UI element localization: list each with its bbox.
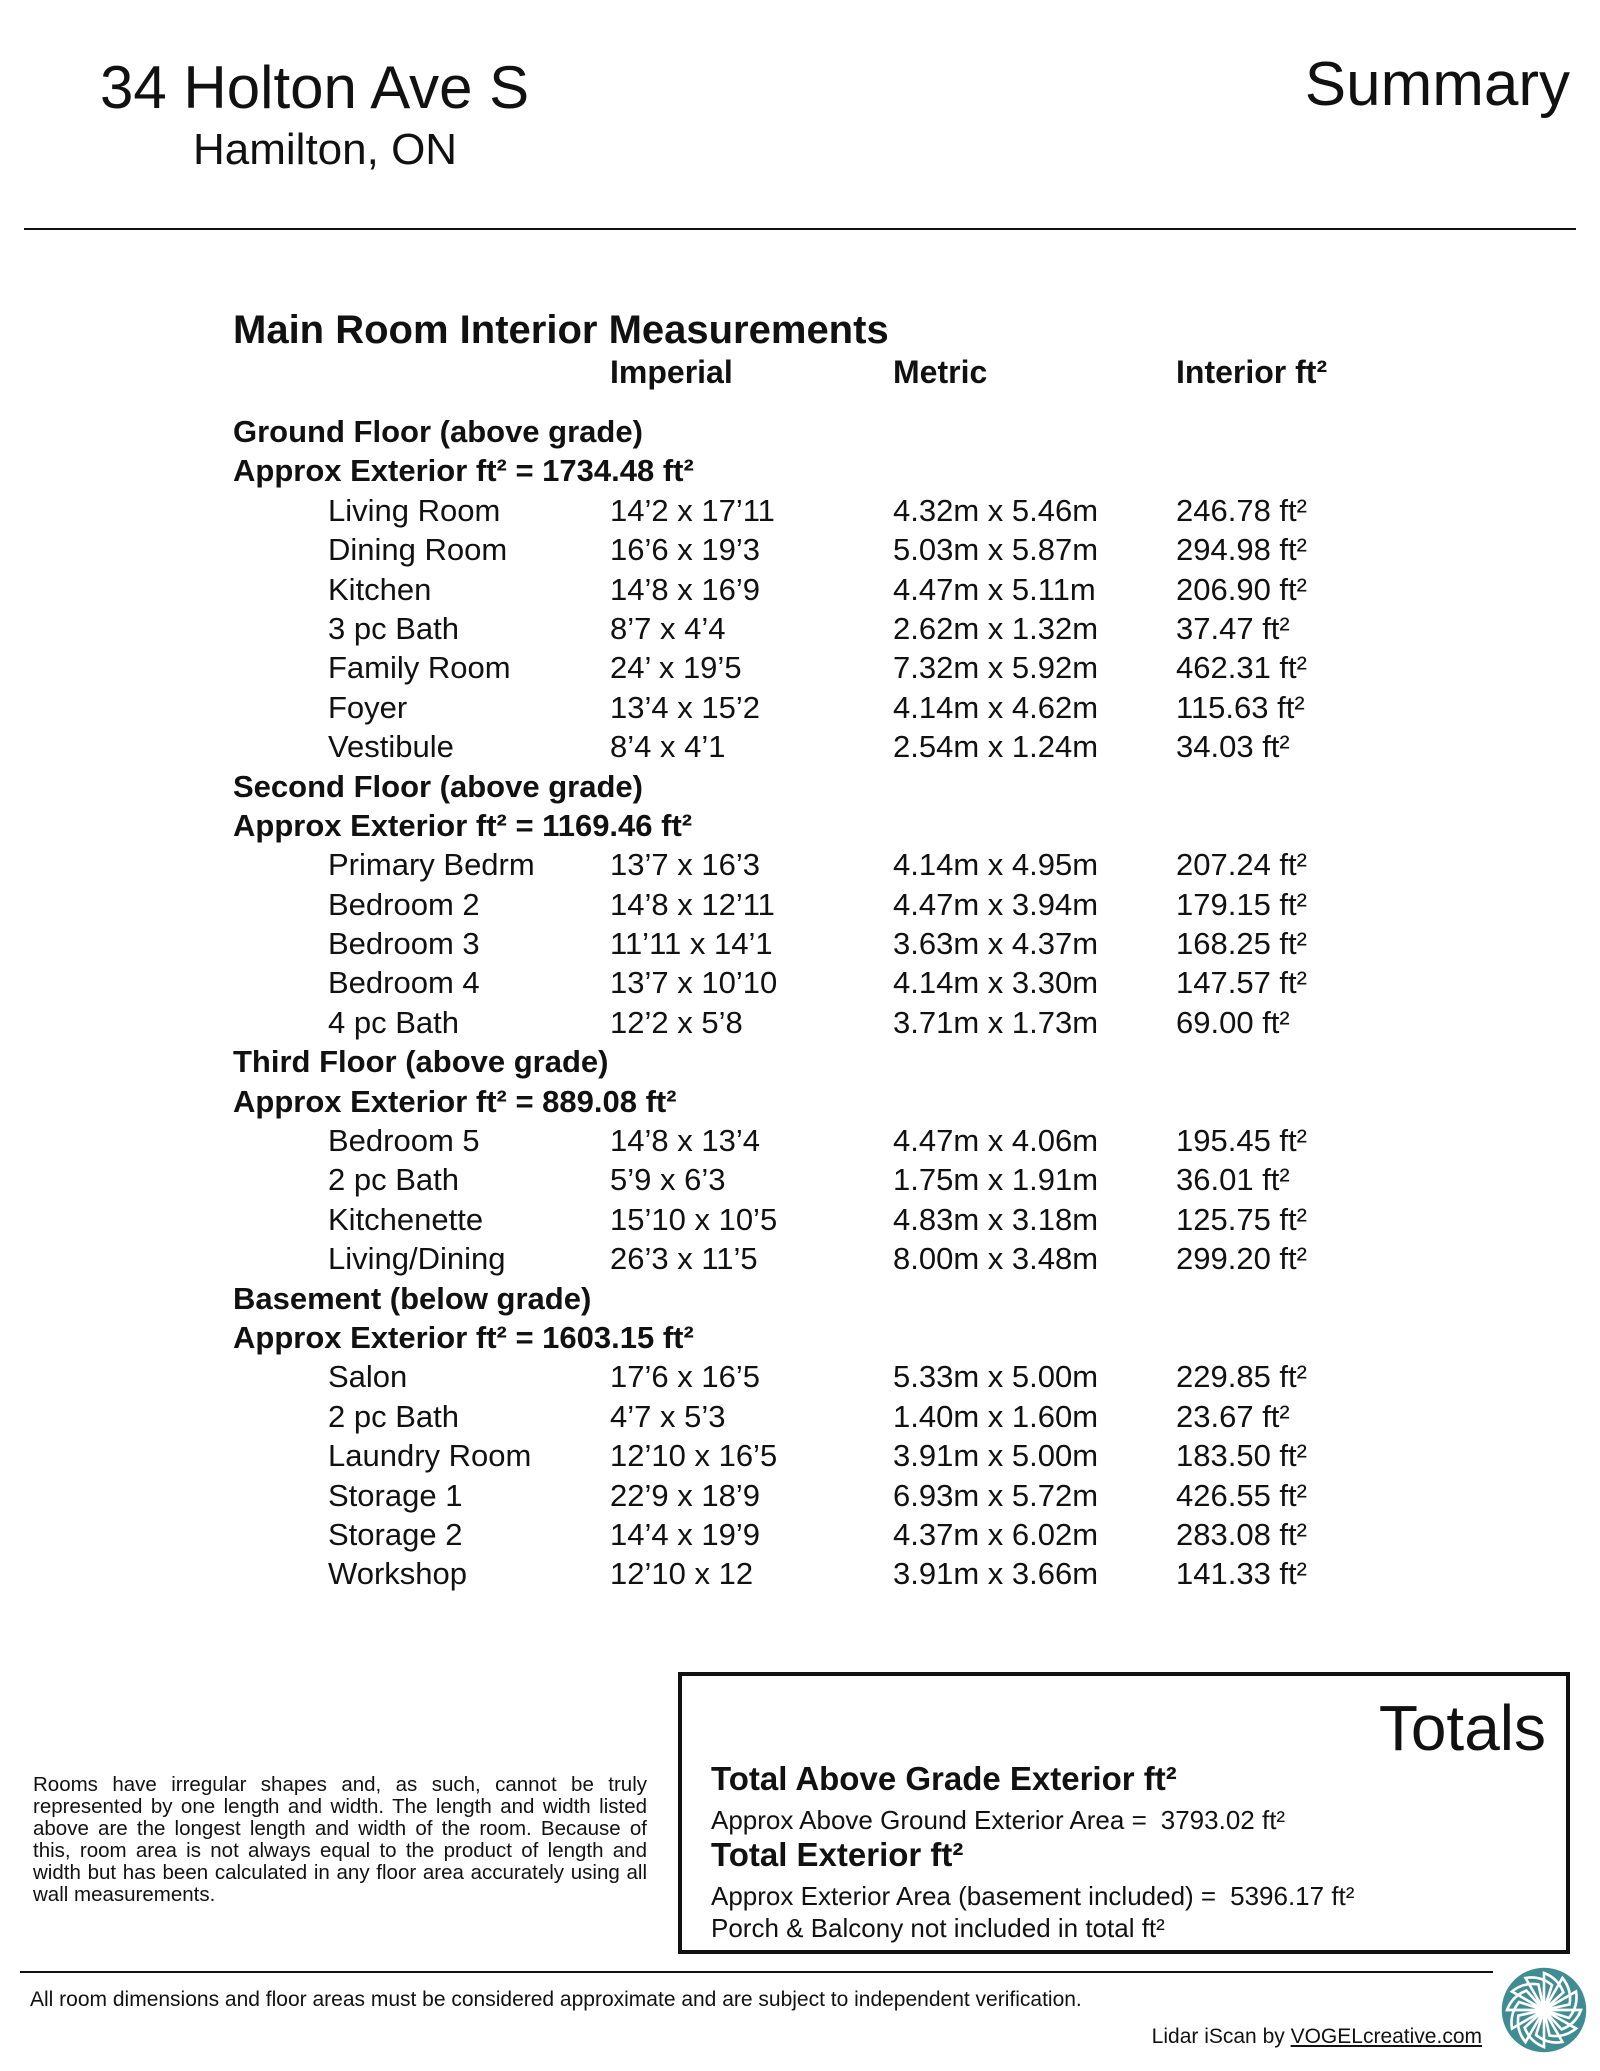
room-metric: 4.14m x 4.62m bbox=[893, 689, 1099, 725]
floor-heading: Basement (below grade) bbox=[233, 1280, 592, 1316]
room-name: Living/Dining bbox=[328, 1241, 506, 1277]
room-imperial: 12’10 x 12 bbox=[610, 1556, 754, 1592]
floor-heading: Third Floor (above grade) bbox=[233, 1044, 609, 1080]
vogel-creative-link[interactable]: VOGELcreative.com bbox=[1290, 2025, 1482, 2048]
total-exterior-value: 5396.17 ft² bbox=[1230, 1881, 1355, 1911]
room-name: Bedroom 2 bbox=[328, 886, 480, 922]
total-exterior-title: Total Exterior ft² bbox=[711, 1836, 964, 1873]
room-name: Foyer bbox=[328, 689, 408, 725]
table-row bbox=[0, 845, 1600, 884]
table-row bbox=[0, 1121, 1600, 1160]
porch-note: Porch & Balcony not included in total ft² bbox=[711, 1913, 1165, 1943]
table-row bbox=[0, 1200, 1600, 1239]
room-metric: 1.40m x 1.60m bbox=[893, 1398, 1099, 1434]
table-row bbox=[0, 1003, 1600, 1042]
room-metric: 5.33m x 5.00m bbox=[893, 1359, 1099, 1395]
room-imperial: 14’2 x 17’11 bbox=[610, 492, 775, 528]
table-row bbox=[0, 963, 1600, 1002]
room-metric: 4.14m x 3.30m bbox=[893, 965, 1099, 1001]
footer-divider bbox=[20, 1971, 1493, 1973]
room-area: 69.00 ft² bbox=[1176, 1004, 1290, 1040]
room-imperial: 5’9 x 6’3 bbox=[610, 1162, 726, 1198]
total-exterior-row bbox=[711, 1880, 1354, 1912]
room-area: 206.90 ft² bbox=[1176, 571, 1307, 607]
floor-exterior-area: Approx Exterior ft² = 1603.15 ft² bbox=[233, 1319, 694, 1355]
table-row bbox=[0, 1397, 1600, 1436]
room-metric: 3.91m x 3.66m bbox=[893, 1556, 1099, 1592]
room-area: 246.78 ft² bbox=[1176, 492, 1307, 528]
room-area: 294.98 ft² bbox=[1176, 532, 1307, 568]
table-row bbox=[0, 1476, 1600, 1515]
room-area: 207.24 ft² bbox=[1176, 847, 1307, 883]
room-metric: 7.32m x 5.92m bbox=[893, 650, 1099, 686]
address-line-2: Hamilton, ON bbox=[193, 125, 458, 174]
room-metric: 6.93m x 5.72m bbox=[893, 1477, 1099, 1513]
room-imperial: 4’7 x 5’3 bbox=[610, 1398, 726, 1434]
room-metric: 4.47m x 4.06m bbox=[893, 1123, 1099, 1159]
room-metric: 2.54m x 1.24m bbox=[893, 729, 1099, 765]
room-name: 2 pc Bath bbox=[328, 1398, 459, 1434]
table-row bbox=[0, 1436, 1600, 1475]
floor-heading: Ground Floor (above grade) bbox=[233, 414, 643, 449]
room-area: 426.55 ft² bbox=[1176, 1477, 1307, 1513]
footer-note: All room dimensions and floor areas must be considered approximate and are subject to independent verification. bbox=[30, 1988, 1082, 2011]
room-metric: 8.00m x 3.48m bbox=[893, 1241, 1099, 1277]
vogel-logo-icon bbox=[1500, 1966, 1588, 2054]
floor-exterior-area: Approx Exterior ft² = 1169.46 ft² bbox=[233, 807, 693, 843]
room-metric: 4.83m x 3.18m bbox=[893, 1201, 1099, 1237]
room-name: Laundry Room bbox=[328, 1438, 532, 1474]
room-area: 229.85 ft² bbox=[1176, 1359, 1307, 1395]
room-imperial: 22’9 x 18’9 bbox=[610, 1477, 760, 1513]
room-metric: 2.62m x 1.32m bbox=[893, 610, 1099, 646]
room-imperial: 24’ x 19’5 bbox=[610, 650, 742, 686]
room-metric: 4.32m x 5.46m bbox=[893, 492, 1099, 528]
column-header-metric: Metric bbox=[893, 354, 988, 390]
table-row bbox=[0, 491, 1600, 530]
above-grade-row bbox=[711, 1804, 1285, 1836]
room-metric: 4.47m x 3.94m bbox=[893, 886, 1099, 922]
room-area: 195.45 ft² bbox=[1176, 1123, 1307, 1159]
room-name: Salon bbox=[328, 1359, 408, 1395]
room-area: 125.75 ft² bbox=[1176, 1201, 1307, 1237]
room-imperial: 14’8 x 13’4 bbox=[610, 1123, 760, 1159]
table-row bbox=[0, 885, 1600, 924]
table-row bbox=[0, 1160, 1600, 1199]
room-metric: 3.91m x 5.00m bbox=[893, 1438, 1099, 1474]
totals-box bbox=[678, 1672, 1570, 1954]
column-header-imperial: Imperial bbox=[610, 354, 733, 390]
room-name: Vestibule bbox=[328, 729, 454, 765]
table-row bbox=[0, 727, 1600, 766]
room-imperial: 8’4 x 4’1 bbox=[610, 729, 726, 765]
room-metric: 4.14m x 4.95m bbox=[893, 847, 1099, 883]
room-name: Workshop bbox=[328, 1556, 467, 1592]
room-imperial: 13’7 x 16’3 bbox=[610, 847, 760, 883]
room-area: 141.33 ft² bbox=[1176, 1556, 1307, 1592]
room-metric: 4.37m x 6.02m bbox=[893, 1516, 1099, 1552]
room-imperial: 11’11 x 14’1 bbox=[610, 926, 773, 962]
header-divider bbox=[24, 228, 1576, 230]
floor-exterior-area: Approx Exterior ft² = 1734.48 ft² bbox=[233, 453, 694, 489]
room-imperial: 14’8 x 16’9 bbox=[610, 571, 760, 607]
room-area: 299.20 ft² bbox=[1176, 1241, 1307, 1277]
floor-exterior-area: Approx Exterior ft² = 889.08 ft² bbox=[233, 1083, 677, 1119]
column-header-interior-area: Interior ft² bbox=[1176, 354, 1328, 390]
table-row bbox=[0, 1239, 1600, 1278]
table-row bbox=[0, 1515, 1600, 1554]
room-name: Storage 2 bbox=[328, 1516, 463, 1552]
room-area: 115.63 ft² bbox=[1176, 689, 1305, 725]
room-name: Storage 1 bbox=[328, 1477, 463, 1513]
room-imperial: 17’6 x 16’5 bbox=[610, 1359, 760, 1395]
room-metric: 1.75m x 1.91m bbox=[893, 1162, 1099, 1198]
room-area: 37.47 ft² bbox=[1176, 610, 1290, 646]
room-area: 462.31 ft² bbox=[1176, 650, 1307, 686]
room-name: Kitchenette bbox=[328, 1201, 484, 1237]
room-metric: 4.47m x 5.11m bbox=[893, 571, 1096, 607]
address-line-1: 34 Holton Ave S bbox=[100, 54, 530, 121]
table-row bbox=[0, 570, 1600, 609]
room-imperial: 8’7 x 4’4 bbox=[610, 610, 726, 646]
room-name: Living Room bbox=[328, 492, 501, 528]
room-imperial: 16’6 x 19’3 bbox=[610, 532, 760, 568]
room-name: Kitchen bbox=[328, 571, 432, 607]
room-name: 2 pc Bath bbox=[328, 1162, 459, 1198]
above-grade-title: Total Above Grade Exterior ft² bbox=[711, 1760, 1177, 1797]
table-row bbox=[0, 530, 1600, 569]
room-metric: 3.71m x 1.73m bbox=[893, 1004, 1099, 1040]
room-name: Bedroom 4 bbox=[328, 965, 480, 1001]
table-row bbox=[0, 1357, 1600, 1396]
floor-heading: Second Floor (above grade) bbox=[233, 768, 643, 804]
section-title: Main Room Interior Measurements bbox=[233, 308, 889, 352]
room-area: 283.08 ft² bbox=[1176, 1516, 1307, 1552]
room-area: 34.03 ft² bbox=[1176, 729, 1290, 765]
room-area: 179.15 ft² bbox=[1176, 886, 1307, 922]
room-name: Bedroom 5 bbox=[328, 1123, 480, 1159]
disclaimer-text: Rooms have irregular shapes and, as such, cannot be truly represented by one length and width. The length and width listed above are the longest length and width of the room. Because of this, room area is not always equal to the product of length and width but has been calculated in any floor area accurately using all wall measurements. bbox=[33, 1773, 647, 1906]
room-area: 168.25 ft² bbox=[1176, 926, 1307, 962]
room-name: Family Room bbox=[328, 650, 511, 686]
table-row bbox=[0, 648, 1600, 687]
room-area: 36.01 ft² bbox=[1176, 1162, 1290, 1198]
room-imperial: 12’10 x 16’5 bbox=[610, 1438, 778, 1474]
table-row bbox=[0, 688, 1600, 727]
above-grade-value: 3793.02 ft² bbox=[1160, 1805, 1286, 1835]
totals-heading: Totals bbox=[1378, 1692, 1546, 1764]
room-area: 183.50 ft² bbox=[1176, 1438, 1307, 1474]
credit-prefix: Lidar iScan by bbox=[1151, 2025, 1291, 2048]
table-row bbox=[0, 1554, 1600, 1593]
room-name: 4 pc Bath bbox=[328, 1004, 459, 1040]
above-grade-label: Approx Above Ground Exterior Area = bbox=[711, 1805, 1147, 1835]
room-imperial: 15’10 x 10’5 bbox=[610, 1201, 778, 1237]
table-row bbox=[0, 924, 1600, 963]
logo-center bbox=[1536, 2002, 1552, 2018]
credit-line bbox=[1152, 2023, 1482, 2051]
total-exterior-label: Approx Exterior Area (basement included) = bbox=[711, 1881, 1217, 1911]
room-name: Primary Bedrm bbox=[328, 847, 535, 883]
room-imperial: 14’8 x 12’11 bbox=[610, 886, 775, 922]
page-title: Summary bbox=[1304, 50, 1570, 119]
room-imperial: 12’2 x 5’8 bbox=[610, 1004, 743, 1040]
room-name: Dining Room bbox=[328, 532, 508, 568]
room-metric: 5.03m x 5.87m bbox=[893, 532, 1099, 568]
room-imperial: 13’7 x 10’10 bbox=[610, 965, 778, 1001]
room-imperial: 26’3 x 11’5 bbox=[610, 1241, 758, 1277]
table-row bbox=[0, 609, 1600, 648]
room-imperial: 13’4 x 15’2 bbox=[610, 689, 760, 725]
room-metric: 3.63m x 4.37m bbox=[893, 926, 1099, 962]
room-area: 23.67 ft² bbox=[1176, 1398, 1290, 1434]
room-name: 3 pc Bath bbox=[328, 610, 459, 646]
room-name: Bedroom 3 bbox=[328, 926, 480, 962]
room-imperial: 14’4 x 19’9 bbox=[610, 1516, 760, 1552]
measurements-table bbox=[0, 412, 1600, 1594]
room-area: 147.57 ft² bbox=[1176, 965, 1307, 1001]
